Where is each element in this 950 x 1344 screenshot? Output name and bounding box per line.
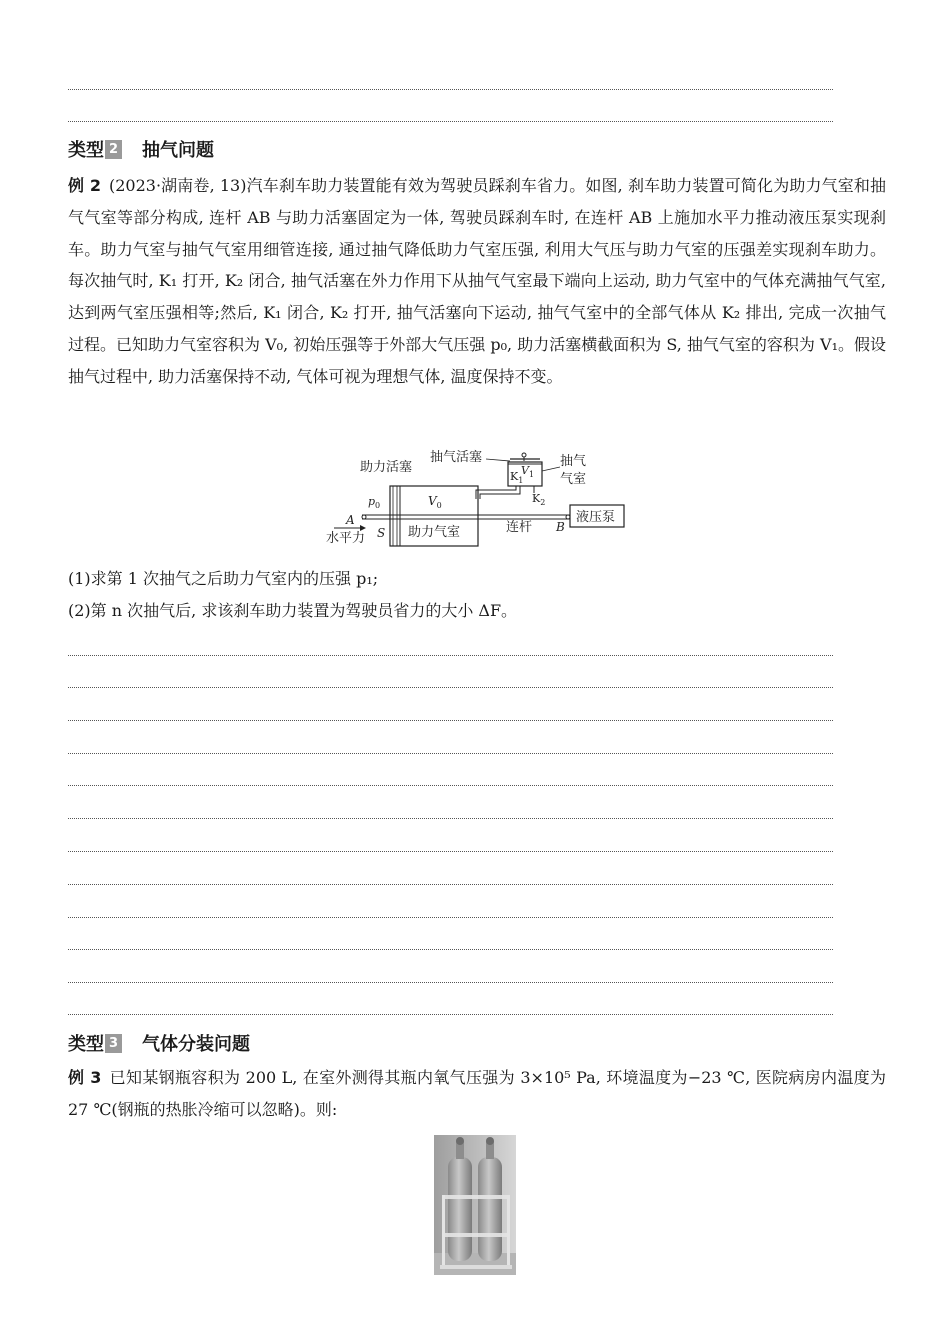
p0-label: $p_0$	[368, 495, 381, 510]
piston-label: 助力活塞	[360, 460, 413, 475]
question-2: (2)第 n 次抽气后, 求该刹车助力装置为驾驶员省力的大小 ΔF。	[68, 601, 518, 620]
section-number-badge: 2	[105, 140, 122, 159]
answer-line	[68, 753, 833, 754]
section-title: 气体分装问题	[142, 1034, 250, 1055]
section-label: 类型	[68, 140, 104, 161]
answer-line	[68, 121, 833, 122]
pump-chamber-label-2: 气室	[560, 472, 587, 487]
answer-line	[68, 982, 833, 983]
section-label: 类型	[68, 1034, 104, 1055]
example-3-text	[68, 1062, 886, 1126]
pump-chamber-label-1: 抽气	[560, 454, 587, 469]
answer-line	[68, 917, 833, 918]
question-1: (1)求第 1 次抽气之后助力气室内的压强 p₁;	[68, 569, 379, 588]
answer-line	[68, 818, 833, 819]
answer-line	[68, 949, 833, 950]
section-title: 抽气问题	[142, 140, 214, 161]
k1-label: $K_1$	[510, 470, 524, 485]
section-heading-2	[68, 136, 214, 162]
v1-label: $V_1$	[521, 464, 535, 479]
section-number-badge: 3	[105, 1034, 122, 1053]
example-label: 例 2	[68, 176, 101, 195]
v0-label: $V_0$	[428, 494, 442, 510]
answer-line	[68, 655, 833, 656]
answer-line	[68, 851, 833, 852]
b-label: B	[556, 520, 565, 534]
answer-line	[68, 884, 833, 885]
a-label: A	[346, 513, 355, 527]
brake-booster-diagram	[320, 449, 630, 549]
answer-line	[68, 687, 833, 688]
example-body: 已知某钢瓶容积为 200 L, 在室外测得其瓶内氧气压强为 3×10⁵ Pa, 环境温度为−23 ℃, 医院病房内温度为 27 ℃(钢瓶的热胀冷缩可以忽略)。则:	[68, 1068, 886, 1119]
oxygen-cylinders-photo-icon	[434, 1135, 516, 1275]
answer-line	[68, 1014, 833, 1015]
answer-line	[68, 89, 833, 90]
force-label: 水平力	[326, 531, 366, 546]
pump-piston-label: 抽气活塞	[430, 450, 483, 465]
chamber-label: 助力气室	[408, 525, 461, 540]
answer-line	[68, 785, 833, 786]
answer-line	[68, 720, 833, 721]
pump-label: 液压泵	[576, 510, 616, 525]
example-body: (2023·湖南卷, 13)汽车刹车助力装置能有效为驾驶员踩刹车省力。如图, 刹车助力装置可简化为助力气室和抽气气室等部分构成, 连杆 AB 与助力活塞固定为一体, 驾驶员踩刹车时, 在连杆 AB 上施加水平力推动液压泵实现刹车。助力气室与抽气气室用细管连接, 通过抽气降低助力气室压强, 利用大气压与助力气室的压强差实现刹车助力。每次抽气时, K₁ 打开, K₂ 闭合, 抽气活塞在外力作用下从抽气气室最下端向上运动, 助力气室中的气体充满抽气气室, 达到两气室压强相等;然后, K₁ 闭合, K₂ 打开, 抽气活塞向下运动, 抽气气室中的全部气体从 K₂ 排出, 完成一次抽气过程。已知助力气室容积为 V₀, 初始压强等于外部大气压强 p₀, 助力活塞横截面积为 S, 抽气气室的容积为 V₁。假设抽气过程中, 助力活塞保持不动, 气体可视为理想气体, 温度保持不变。	[68, 176, 886, 386]
k2-label: $K_2$	[532, 492, 546, 507]
section-heading-3	[68, 1030, 250, 1056]
example-2-text	[68, 170, 886, 393]
example-label: 例 3	[68, 1068, 102, 1087]
s-label: S	[377, 526, 386, 540]
rod-label: 连杆	[506, 520, 533, 535]
